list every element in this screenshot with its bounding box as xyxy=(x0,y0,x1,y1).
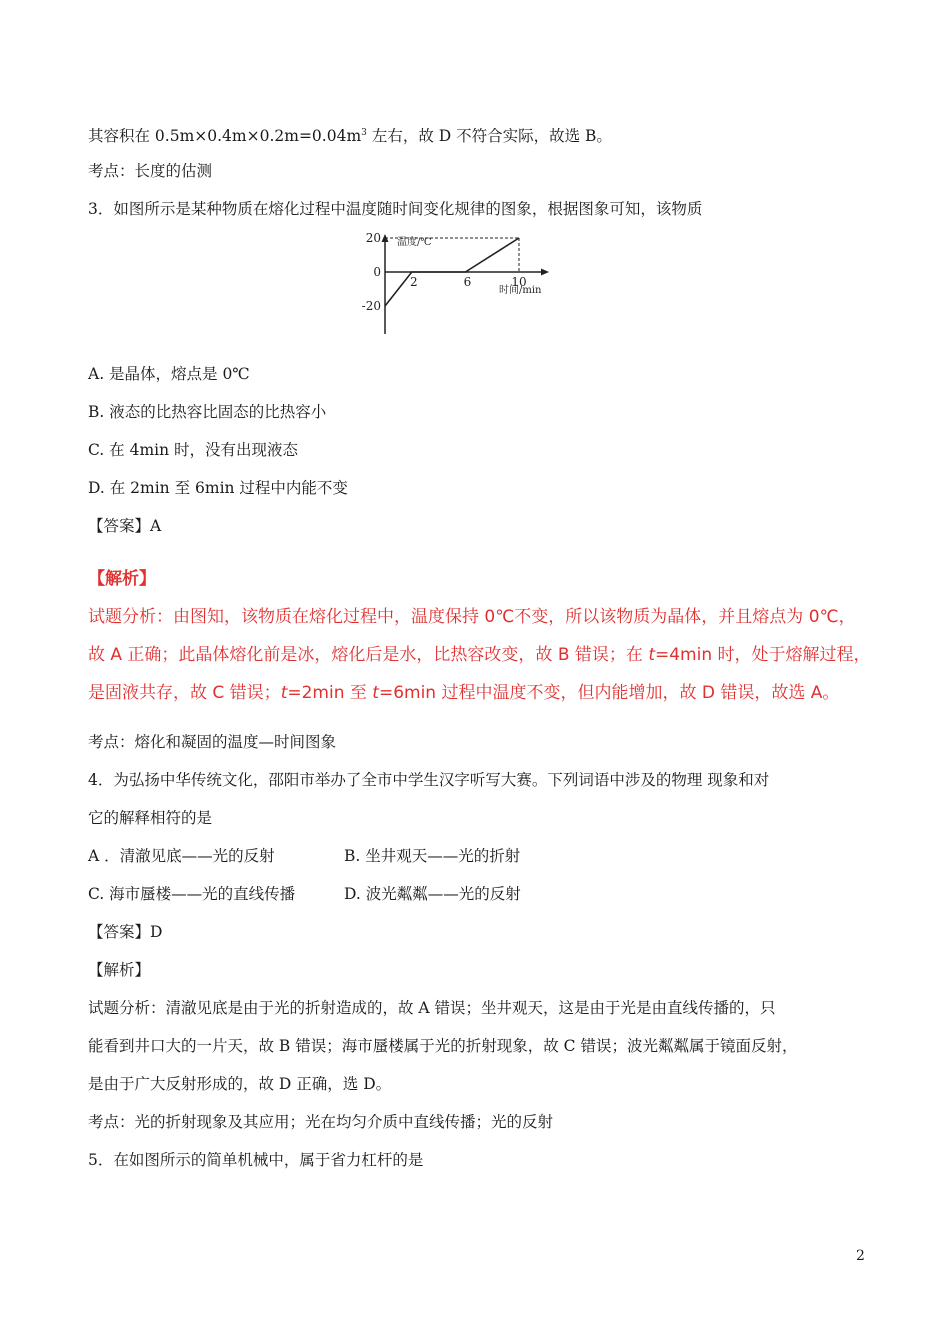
question-5: 5．在如图所示的简单机械中，属于省力杠杆的是 xyxy=(88,1151,424,1169)
analysis-heading-4: 【解析】 xyxy=(88,961,151,979)
question-4-line-2: 它的解释相符的是 xyxy=(88,809,213,827)
q4-option-b: B. 坐井观天——光的折射 xyxy=(344,847,521,865)
y-axis-label: 温度/℃ xyxy=(397,237,432,248)
y-tick-label: 20 xyxy=(365,232,381,245)
x-tick-label: 6 xyxy=(463,275,472,289)
option-a: A. 是晶体，熔点是 0℃ xyxy=(88,365,250,383)
y-tick-label: 0 xyxy=(373,265,381,279)
analysis-4-line-3: 是由于广大反射形成的，故 D 正确，选 D。 xyxy=(88,1075,392,1093)
question-3: 3．如图所示是某种物质在熔化过程中温度随时间变化规律的图象，根据图象可知，该物质 xyxy=(88,200,703,218)
option-b: B. 液态的比热容比固态的比热容小 xyxy=(88,403,327,421)
analysis-3-line-3: 是固液共存，故 C 错误；t=2min 至 t=6min 过程中温度不变，但内能增加，故 D 错误，故选 A。 xyxy=(88,683,840,703)
analysis-3-line-1: 试题分析：由图知，该物质在熔化过程中，温度保持 0℃不变，所以该物质为晶体，并且熔点为 0℃， xyxy=(88,607,856,627)
answer-3: 【答案】A xyxy=(88,517,162,535)
analysis-3-line-2: 故 A 正确；此晶体熔化前是冰，熔化后是水，比热容改变，故 B 错误；在 t=4min 时，处于熔解过程， xyxy=(88,645,871,665)
x-tick-label: 10 xyxy=(511,275,527,289)
analysis-4-line-1: 试题分析：清澈见底是由于光的折射造成的，故 A 错误；坐井观天，这是由于光是由直线传播的，只 xyxy=(88,999,776,1017)
answer-4: 【答案】D xyxy=(88,923,163,941)
y-tick-label: -20 xyxy=(361,299,381,313)
x-axis-arrow xyxy=(541,269,549,276)
analysis-4-line-2: 能看到井口大的一片天，故 B 错误；海市蜃楼属于光的折射现象，故 C 错误；波光粼粼属于镜面反射， xyxy=(88,1037,798,1055)
analysis-heading-3: 【解析】 xyxy=(88,569,156,589)
q4-option-c: C. 海市蜃楼——光的直线传播 xyxy=(88,885,296,903)
temperature-time-chart xyxy=(355,232,555,347)
option-c: C. 在 4min 时，没有出现液态 xyxy=(88,441,299,459)
question-4-line-1: 4．为弘扬中华传统文化，邵阳市举办了全市中学生汉字听写大赛。下列词语中涉及的物理 现象和对 xyxy=(88,771,770,789)
kaodian-3: 考点：熔化和凝固的温度—时间图象 xyxy=(88,733,337,751)
x-tick-label: 2 xyxy=(409,275,418,289)
kaodian-4: 考点：光的折射现象及其应用；光在均匀介质中直线传播；光的反射 xyxy=(88,1113,554,1131)
option-d: D. 在 2min 至 6min 过程中内能不变 xyxy=(88,479,348,497)
text-line: 其容积在 $0.5m\times 0.4m\times 0.2m=0.04m^3$ 左右，故 D 不符合实际，故选 B。 xyxy=(88,127,612,146)
kaodian-line: 考点：长度的估测 xyxy=(88,162,213,180)
x-axis-label: 时间/min xyxy=(499,285,542,296)
q4-option-a: A ．清澈见底——光的反射 xyxy=(88,847,275,865)
page-number: 2 xyxy=(856,1248,865,1264)
q4-option-d: D. 波光粼粼——光的反射 xyxy=(344,885,521,903)
